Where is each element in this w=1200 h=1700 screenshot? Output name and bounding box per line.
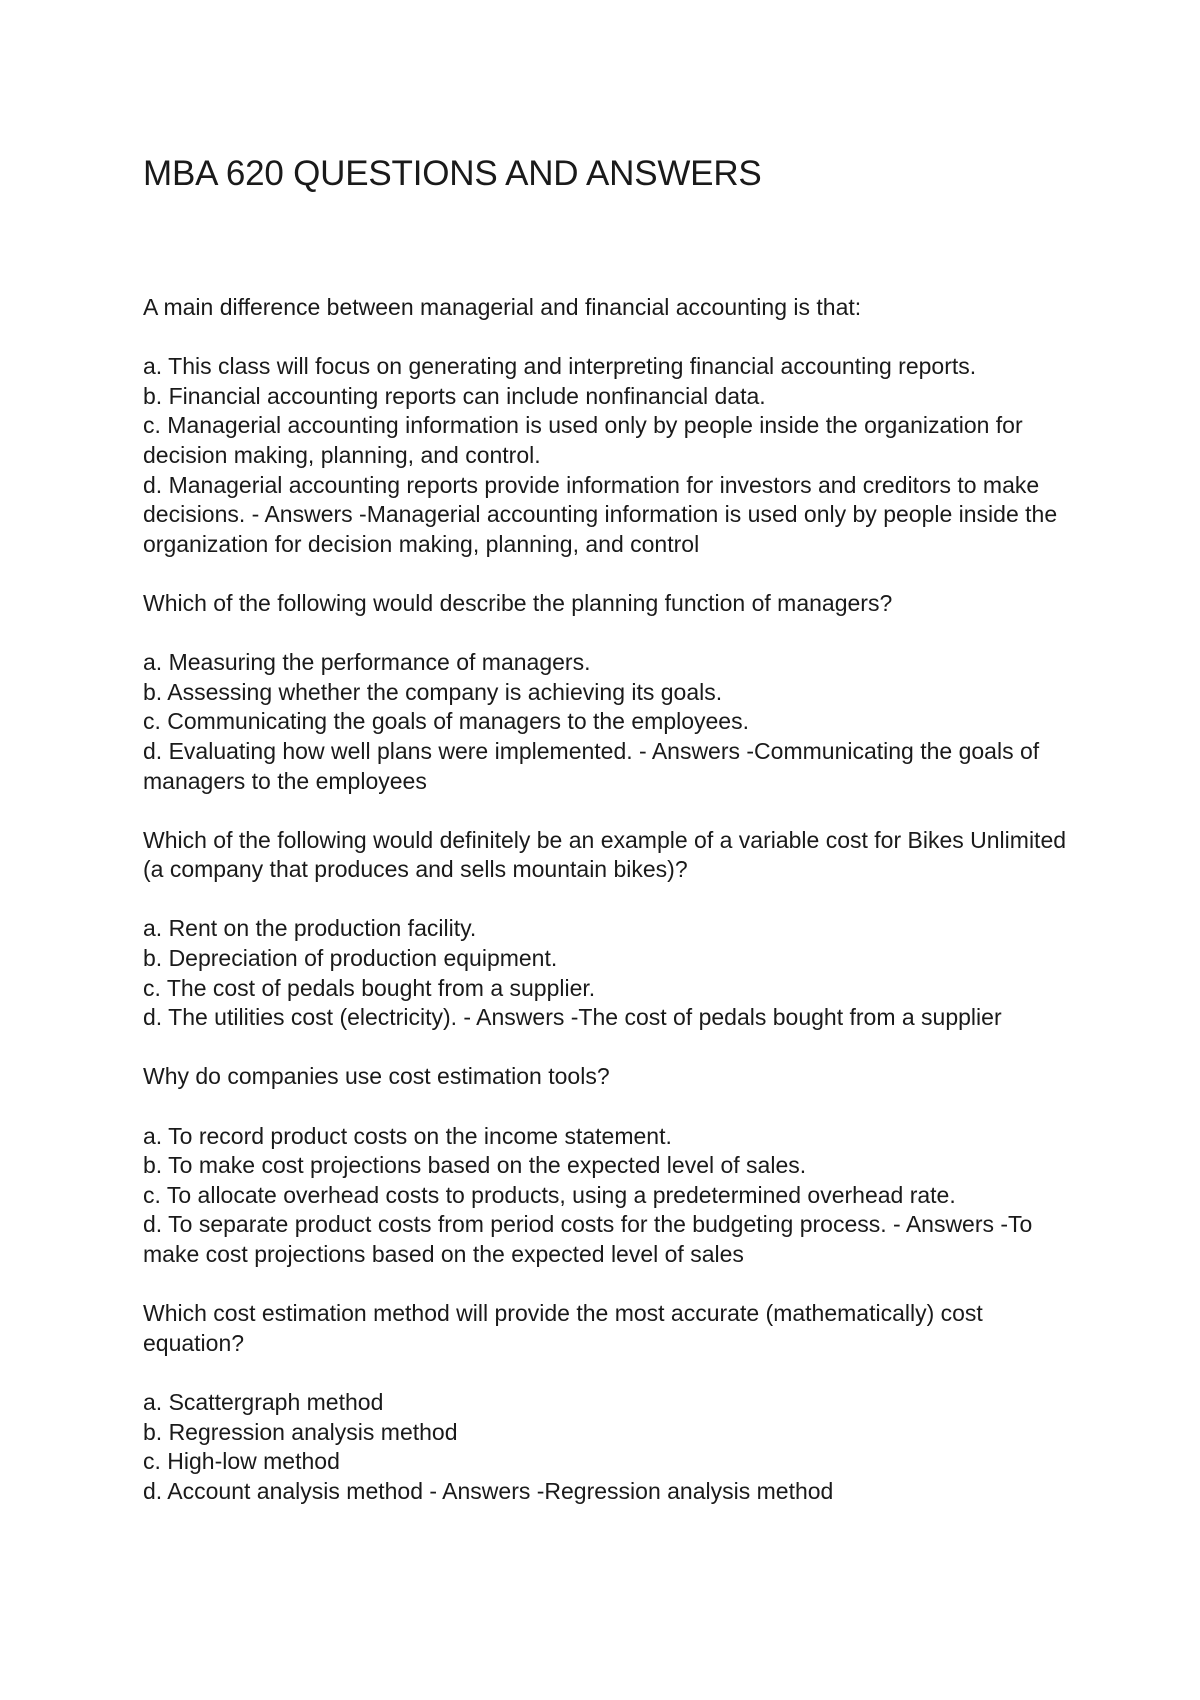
answer-option: a. Rent on the production facility. xyxy=(143,915,477,942)
answer-option: b. Regression analysis method xyxy=(143,1418,458,1445)
question-block-3 xyxy=(143,826,1083,1033)
answer-option: c. Managerial accounting information is used only by people inside the organization for decision making, planning, and control. xyxy=(143,412,1023,468)
answer-option: d. Account analysis method - Answers -Regression analysis method xyxy=(143,1477,834,1504)
answer-option: b. Assessing whether the company is achieving its goals. xyxy=(143,678,723,705)
question-text: Which of the following would definitely be an example of a variable cost for Bikes Unlimited (a company that produces and sells mountain bikes)? xyxy=(143,826,1067,883)
answer-option: c. The cost of pedals bought from a supplier. xyxy=(143,974,596,1001)
question-text: Why do companies use cost estimation tools? xyxy=(143,1063,610,1090)
question-text: Which cost estimation method will provide the most accurate (mathematically) cost equation? xyxy=(143,1300,983,1356)
answer-option: a. This class will focus on generating and interpreting financial accounting reports. xyxy=(143,353,977,380)
answer-option: a. To record product costs on the income statement. xyxy=(143,1122,672,1149)
question-block-1 xyxy=(143,293,1083,559)
answer-option: d. Managerial accounting reports provide information for investors and creditors to make decisions. - Answers -Managerial accounting information is used only by people inside the organization for decision making, planning, and control xyxy=(143,471,1058,557)
answer-option: d. To separate product costs from period costs for the budgeting process. - Answers -To make cost projections based on the expected level of sales xyxy=(143,1211,1033,1267)
document-page xyxy=(143,150,1083,1536)
question-block-4 xyxy=(143,1062,1083,1269)
answer-option: b. To make cost projections based on the expected level of sales. xyxy=(143,1152,807,1179)
question-text: Which of the following would describe the planning function of managers? xyxy=(143,589,893,616)
answer-option: b. Depreciation of production equipment. xyxy=(143,945,558,972)
question-block-2 xyxy=(143,589,1083,796)
document-title: MBA 620 QUESTIONS AND ANSWERS xyxy=(143,154,762,193)
answer-option: c. To allocate overhead costs to products, using a predetermined overhead rate. xyxy=(143,1181,956,1208)
answer-option: b. Financial accounting reports can include nonfinancial data. xyxy=(143,382,766,409)
question-block-5 xyxy=(143,1299,1083,1506)
answer-option: a. Measuring the performance of managers. xyxy=(143,649,591,676)
answer-option: a. Scattergraph method xyxy=(143,1388,384,1415)
answer-option: c. High-low method xyxy=(143,1448,340,1475)
answer-option: d. Evaluating how well plans were implemented. - Answers -Communicating the goals of managers to the employees xyxy=(143,737,1040,794)
question-text: A main difference between managerial and financial accounting is that: xyxy=(143,294,862,320)
answer-option: c. Communicating the goals of managers to the employees. xyxy=(143,708,749,735)
question-list xyxy=(143,293,1083,1506)
answer-option: d. The utilities cost (electricity). - Answers -The cost of pedals bought from a supplier xyxy=(143,1004,1002,1031)
